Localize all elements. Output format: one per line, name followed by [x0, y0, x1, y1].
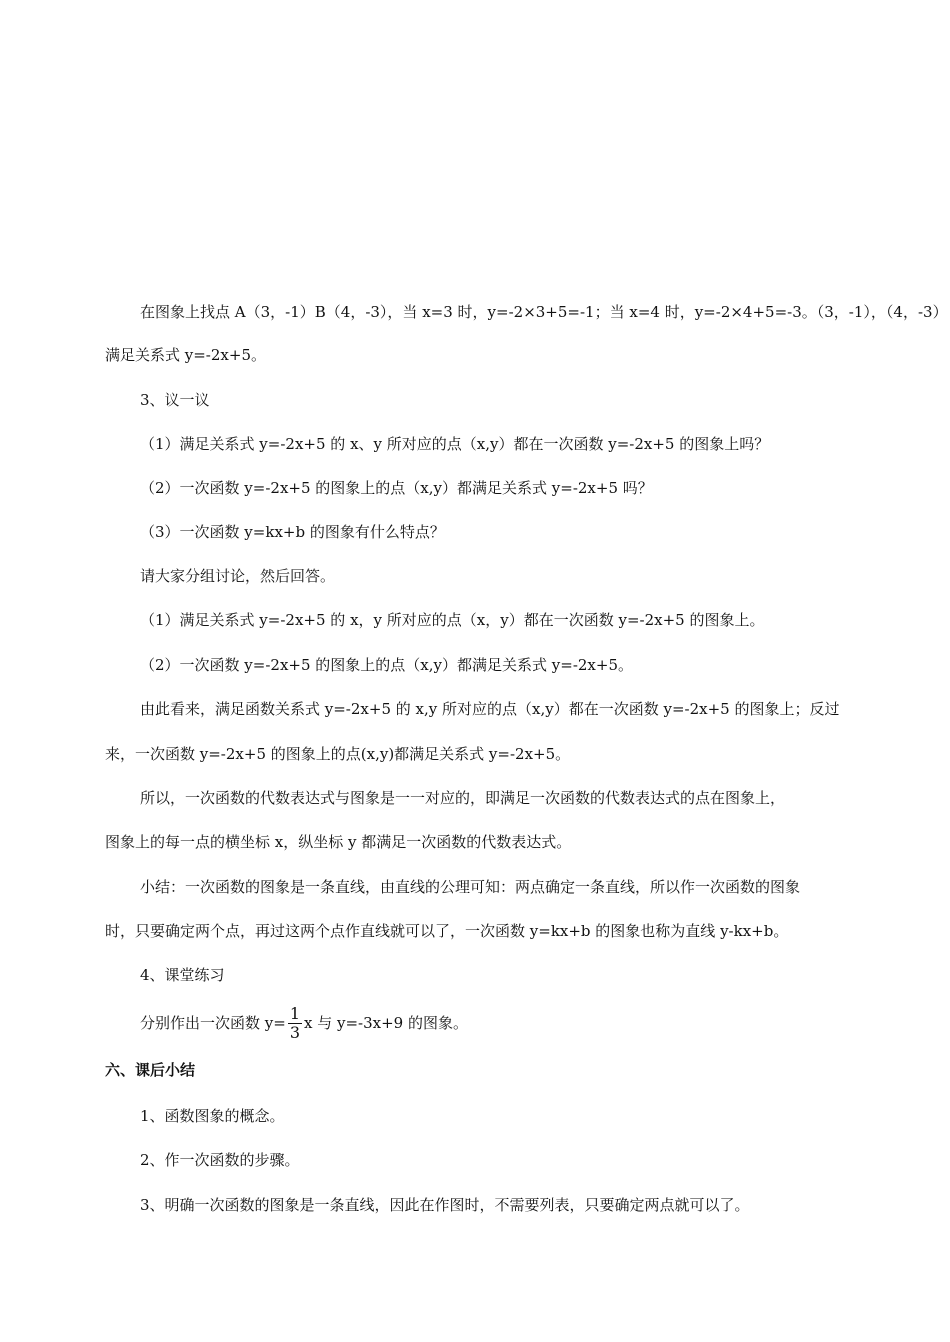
summary-item: 2、作一次函数的步骤。	[140, 1151, 300, 1169]
summary-note: 小结：一次函数的图象是一条直线，由直线的公理可知：两点确定一条直线，所以作一次函数的图象	[140, 878, 801, 896]
question-2: （2）一次函数 y=-2x+5 的图象上的点（x,y）都满足关系式 y=-2x+5 吗？	[140, 479, 653, 497]
fraction-numerator: 1	[289, 1003, 300, 1023]
question-3: （3）一次函数 y=kx+b 的图象有什么特点？	[140, 523, 445, 541]
practice-text-post: x 与 y=-3x+9 的图象。	[304, 1014, 468, 1032]
answer-1: （1）满足关系式 y=-2x+5 的 x，y 所对应的点（x，y）都在一次函数 y=-2x+5 的图象上。	[140, 611, 765, 629]
conclusion-1: 由此看来，满足函数关系式 y=-2x+5 的 x,y 所对应的点（x,y）都在一次函数 y=-2x+5 的图象上；反过	[140, 700, 840, 718]
summary-item: 3、明确一次函数的图象是一条直线，因此在作图时，不需要列表，只要确定两点就可以了。	[140, 1196, 750, 1214]
question-1: （1）满足关系式 y=-2x+5 的 x、y 所对应的点（x,y）都在一次函数 y=-2x+5 的图象上吗？	[140, 435, 770, 453]
after-class-summary-heading: 六、课后小结	[105, 1061, 196, 1079]
practice-exercise	[140, 1003, 468, 1043]
fraction-one-third	[288, 1005, 302, 1042]
section-practice-heading: 4、课堂练习	[140, 966, 225, 984]
practice-text-pre: 分别作出一次函数 y=	[140, 1014, 286, 1032]
conclusion-2-cont: 图象上的每一点的横坐标 x，纵坐标 y 都满足一次函数的代数表达式。	[105, 833, 572, 851]
paragraph-points-cont: 满足关系式 y=-2x+5。	[105, 346, 266, 364]
conclusion-2: 所以，一次函数的代数表达式与图象是一一对应的，即满足一次函数的代数表达式的点在图象上，	[140, 789, 786, 807]
paragraph-points: 在图象上找点 A（3，-1）B（4，-3），当 x=3 时，y=-2×3+5=-1；当 x=4 时，y=-2×4+5=-3。（3，-1），（4，-3）	[140, 303, 948, 321]
conclusion-1-cont: 来，一次函数 y=-2x+5 的图象上的点(x,y)都满足关系式 y=-2x+5。	[105, 745, 571, 763]
summary-note-cont: 时，只要确定两个点，再过这两个点作直线就可以了，一次函数 y=kx+b 的图象也称为直线 y-kx+b。	[105, 922, 789, 940]
answer-2: （2）一次函数 y=-2x+5 的图象上的点（x,y）都满足关系式 y=-2x+5。	[140, 656, 634, 674]
fraction-denominator: 3	[289, 1022, 300, 1042]
section-discuss-heading: 3、议一议	[140, 391, 210, 409]
discussion-prompt: 请大家分组讨论，然后回答。	[140, 567, 336, 585]
summary-item: 1、函数图象的概念。	[140, 1107, 285, 1125]
